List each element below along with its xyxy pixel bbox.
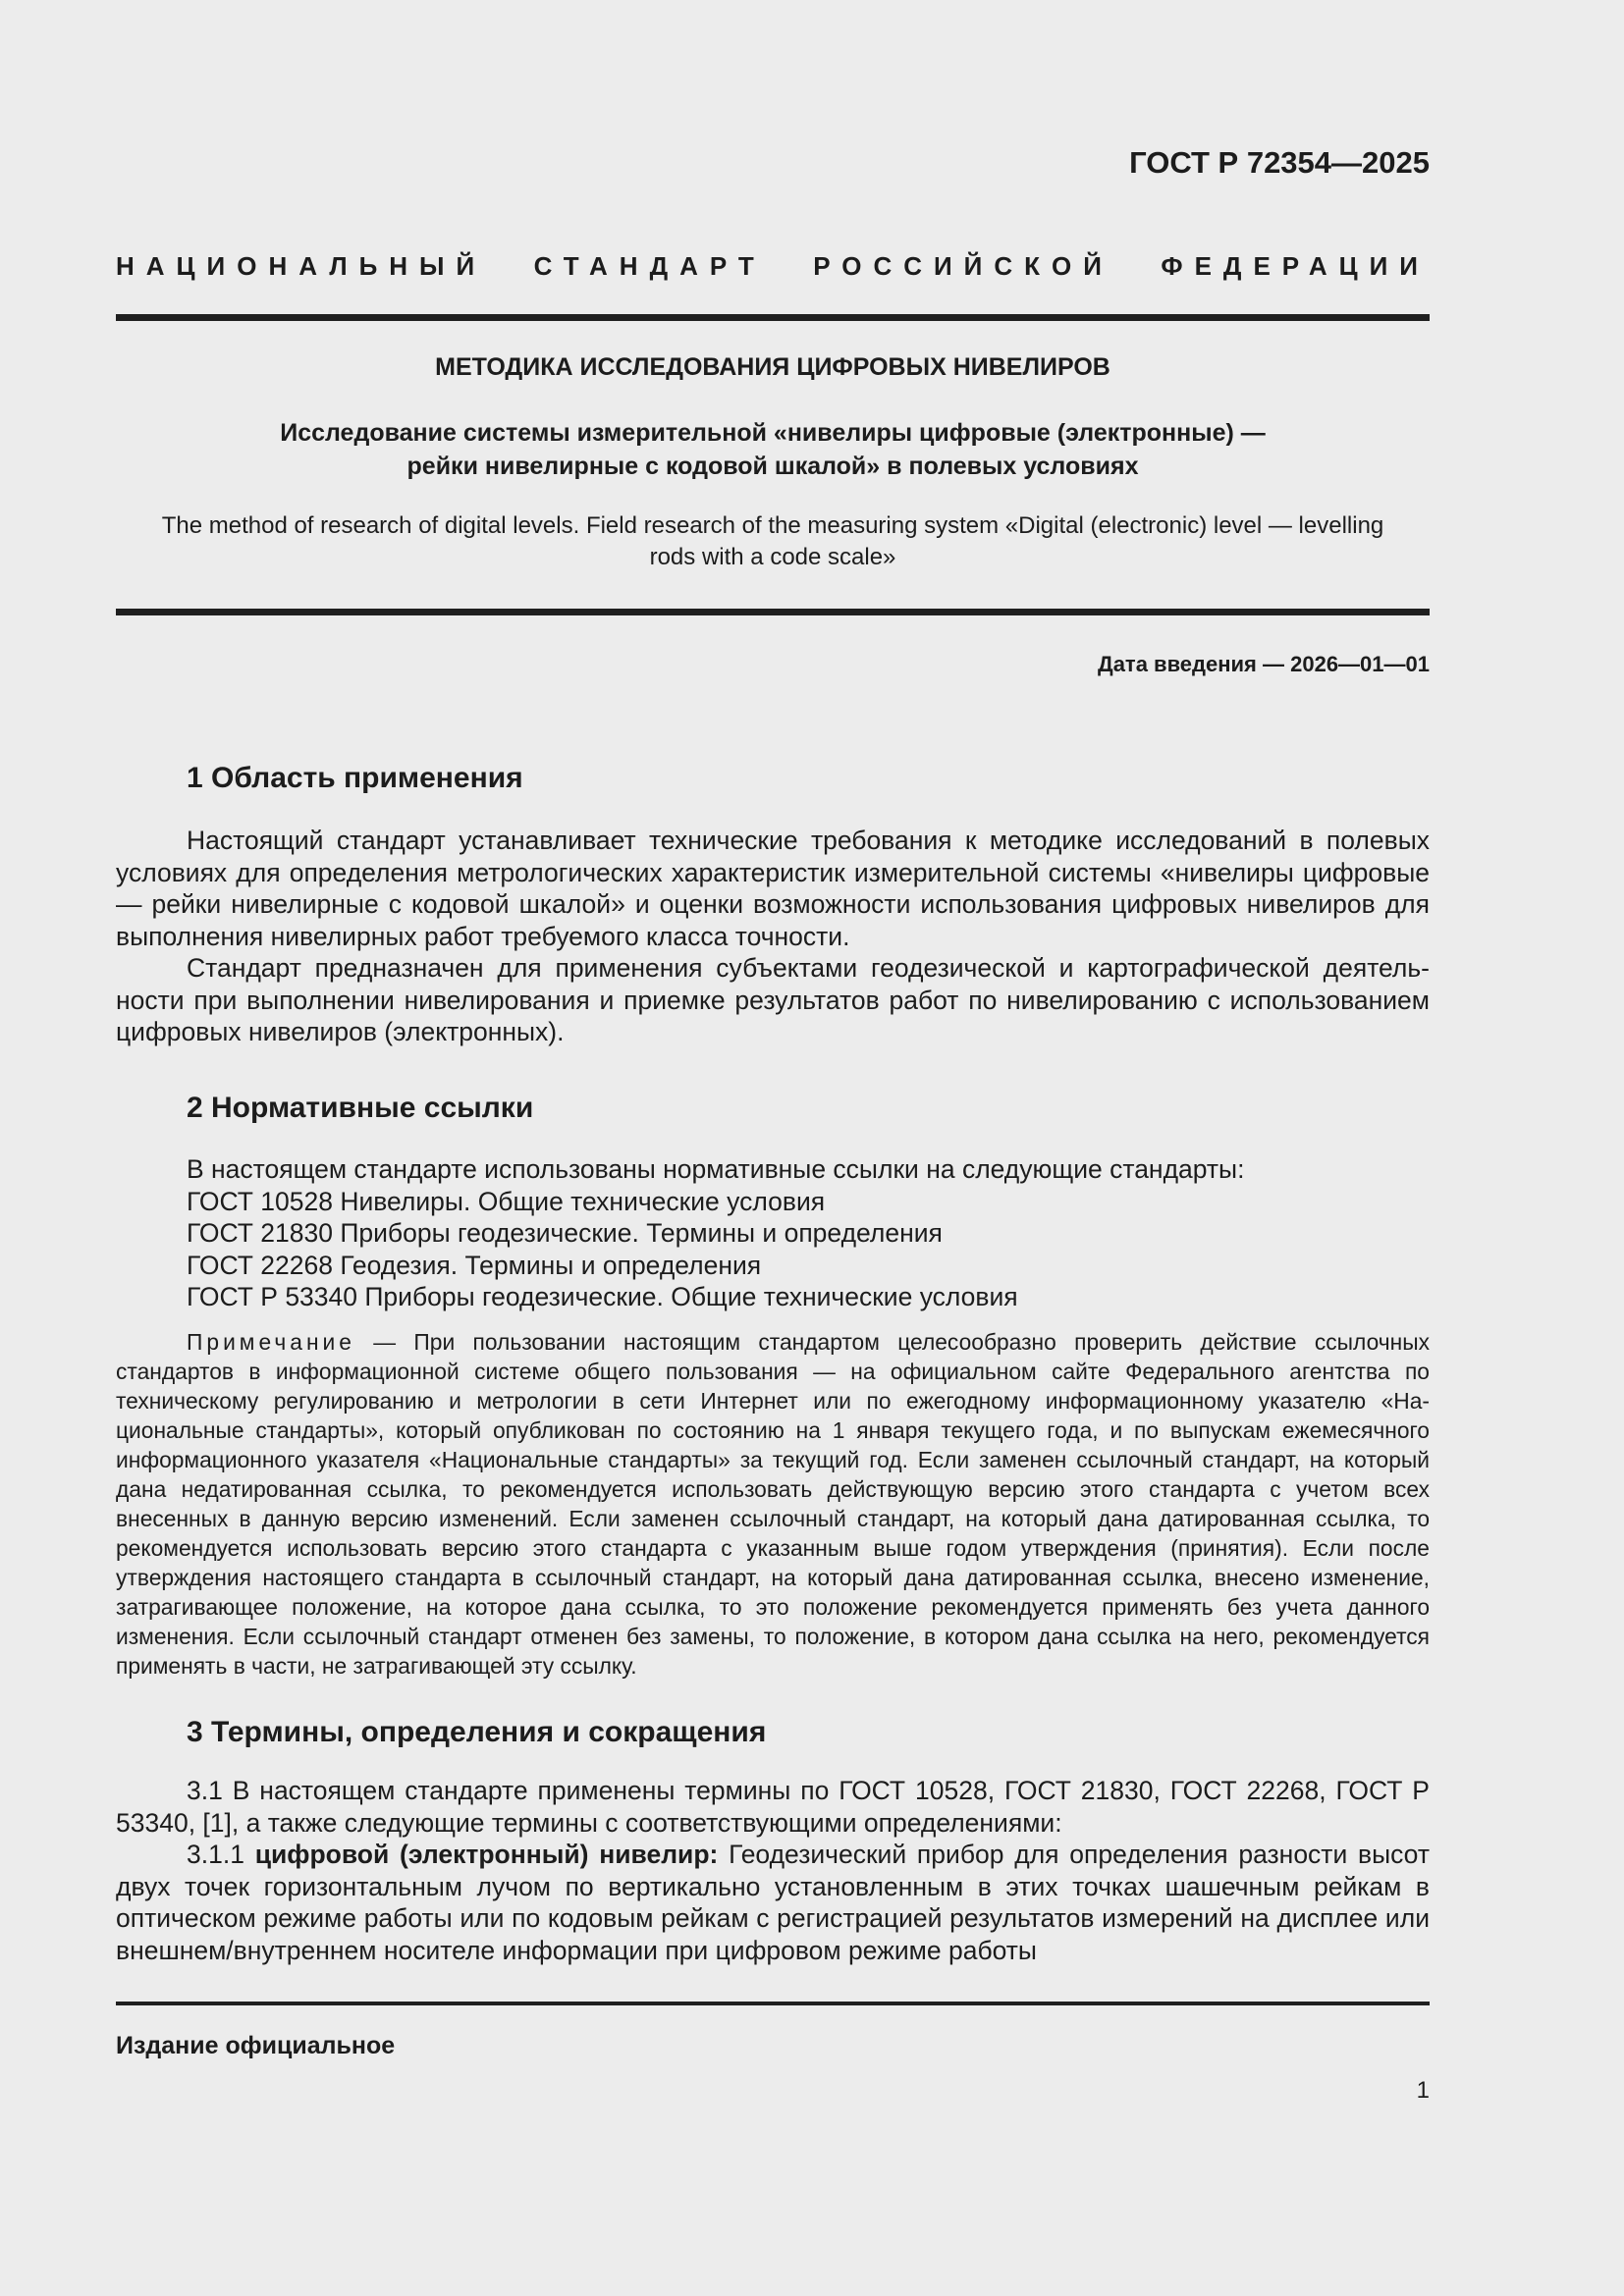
english-title-line-1: The method of research of digital levels. Field research of the measuring system «Digital (electronic) level — levelling bbox=[161, 512, 1384, 539]
section-2-heading: 2 Нормативные ссылки bbox=[187, 1092, 534, 1124]
reference-item: ГОСТ Р 53340 Приборы геодезические. Общие технические условия bbox=[187, 1282, 1018, 1311]
document-title: МЕТОДИКА ИССЛЕДОВАНИЯ ЦИФРОВЫХ НИВЕЛИРОВ bbox=[435, 353, 1110, 381]
clause-3-1: 3.1 В настоящем стандарте применены термины по ГОСТ 10528, ГОСТ 21830, ГОСТ 22268, ГОСТ Р 53340, [1], а также следующие термины с соответствующими определениями: bbox=[116, 1776, 1430, 1838]
standard-code: ГОСТ Р 72354—2025 bbox=[1129, 145, 1430, 180]
section-3-body bbox=[116, 1775, 1430, 1966]
defined-term: цифровой (электронный) нивелир: bbox=[254, 1840, 719, 1869]
term-definition: Геодезический прибор для определения разности высот двух точек горизонтальным лучом по вертикально установленным в этих точках шашечным рейкам в оптическом режиме работы или по кодовым рейкам с регистрацией результатов измерений на дисплее или внешнем/внутреннем носителе информации при цифровом режиме работы bbox=[116, 1840, 1430, 1965]
title-bottom-rule bbox=[116, 609, 1430, 615]
top-rule bbox=[116, 314, 1430, 321]
reference-item: ГОСТ 22268 Геодезия. Термины и определения bbox=[187, 1250, 762, 1280]
english-title-line-2: rods with a code scale» bbox=[649, 544, 896, 570]
english-title bbox=[116, 510, 1430, 573]
note-text: — При пользовании настоящим стандартом целесообразно проверить действие ссылочных стандартов в информационной системе общего пользования — на официальном сайте Федерального агентства по техническому регулированию и метрологии в сети Интернет или по ежегодному информационному указателю «Национальные стандарты», который опубликован по состоянию на 1 января текущего года, и по выпускам ежемесячного информационного указателя «Национальные стандарты» за текущий год. Если заменен ссылочный стандарт, на который дана недатированная ссылка, то рекомендуется использовать действующую версию этого стандарта с учетом всех внесенных в данную версию изменений. Если заменен ссылочный стандарт, на который дана датированная ссылка, то рекомендуется использовать версию этого стандарта с указанным выше годом утверждения (принятия). Если после утверждения настоящего стандарта в ссылочный стандарт, на который дана датированная ссылка, внесено изменение, затрагивающее положение, на которое дана ссылка, то это положение рекомендуется применять без учета данного изменения. Если ссылочный стандарт отменен без замены, то положение, в котором дана ссылка на него, рекомендуется применять в части, не затрагивающей эту ссылку. bbox=[116, 1329, 1430, 1679]
reference-item: ГОСТ 21830 Приборы геодезические. Термины и определения bbox=[187, 1218, 943, 1248]
section-3-heading: 3 Термины, определения и сокращения bbox=[187, 1716, 767, 1748]
references-list bbox=[187, 1153, 1244, 1313]
references-intro: В настоящем стандарте использованы нормативные ссылки на следующие стандарты: bbox=[187, 1154, 1245, 1184]
subtitle-line-1: Исследование системы измерительной «нивелиры цифровые (электронные) — bbox=[280, 419, 1266, 447]
official-edition-label: Издание официальное bbox=[116, 2032, 396, 2059]
subtitle-line-2: рейки нивелирные с кодовой шкалой» в полевых условиях bbox=[406, 453, 1139, 480]
clause-3-1-1 bbox=[116, 1839, 1430, 1966]
clause-number: 3.1.1 bbox=[187, 1840, 255, 1869]
section-1-body bbox=[116, 825, 1430, 1048]
national-standard-banner: НАЦИОНАЛЬНЫЙ СТАНДАРТ РОССИЙСКОЙ ФЕДЕРАЦИИ bbox=[116, 251, 1430, 281]
section-1-heading: 1 Область применения bbox=[187, 762, 523, 794]
document-page bbox=[116, 0, 1430, 2296]
introduction-date: Дата введения — 2026—01—01 bbox=[1098, 652, 1430, 676]
document-subtitle bbox=[116, 416, 1430, 483]
note-label: Примечание bbox=[187, 1329, 355, 1355]
page-number: 1 bbox=[1416, 2077, 1430, 2104]
section-1-paragraph: Настоящий стандарт устанавливает технические требования к методике исследований в полевых условиях для определения метрологических характеристик измерительной системы «нивелиры цифровые — рейки нивелирные с кодовой шкалой» и оценки возможности использования цифровых нивелиров для выполнения нивелирных работ требуемого класса точности. bbox=[116, 826, 1430, 951]
reference-item: ГОСТ 10528 Нивелиры. Общие технические условия bbox=[187, 1186, 826, 1216]
references-note bbox=[116, 1327, 1430, 1681]
footer-rule bbox=[116, 2002, 1430, 2005]
section-1-paragraph: Стандарт предназначен для применения субъектами геодезической и картографической деятельности при выполнении нивелирования и приемке результатов работ по нивелированию с использованием цифровых нивелиров (электронных). bbox=[116, 953, 1430, 1046]
